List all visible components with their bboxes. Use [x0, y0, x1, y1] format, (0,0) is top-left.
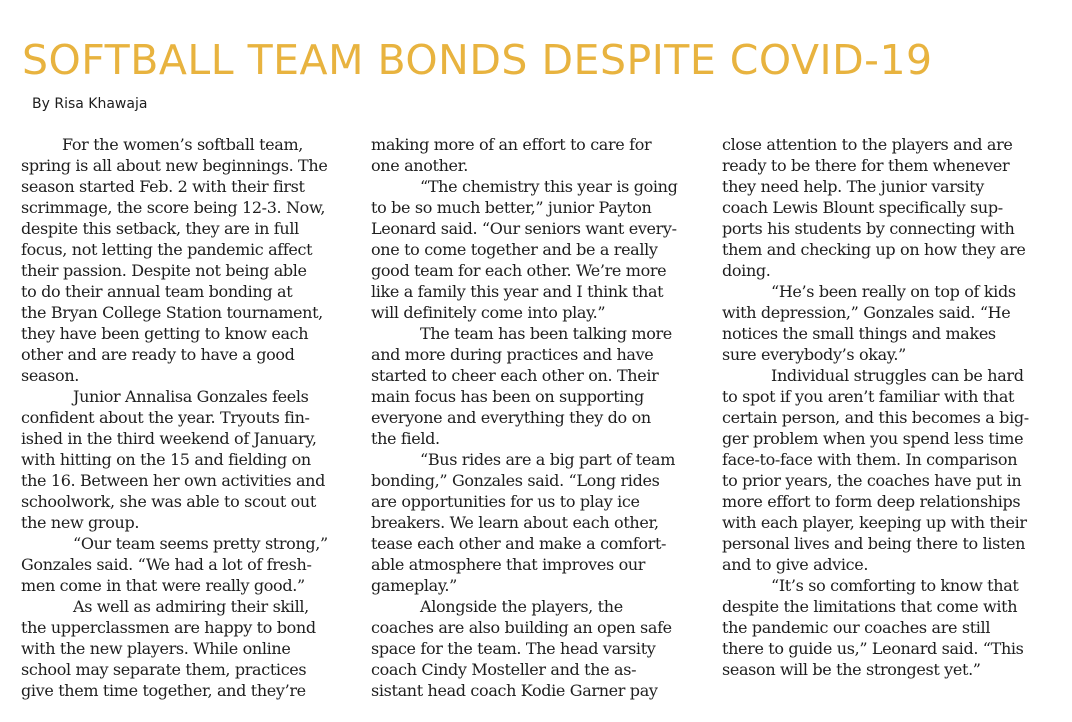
column-3-line: them and checking up on how they are	[722, 240, 1026, 259]
column-1-line: schoolwork, she was able to scout out	[21, 492, 316, 511]
column-1-line: school may separate them, practices	[21, 660, 307, 679]
column-2-line: good team for each other. We’re more	[371, 261, 667, 280]
column-3-line: notices the small things and makes	[722, 324, 996, 343]
column-2-line: “Bus rides are a big part of team	[420, 450, 676, 469]
column-1-line: other and are ready to have a good	[21, 345, 295, 364]
column-2-line: able atmosphere that improves our	[371, 555, 646, 574]
column-2-line: gameplay.”	[371, 576, 458, 595]
column-1-line: As well as admiring their skill,	[73, 597, 309, 616]
headline: SOFTBALL TEAM BONDS DESPITE COVID-19	[22, 36, 933, 84]
column-3-line: “He’s been really on top of kids	[771, 282, 1016, 301]
column-3-line: to prior years, the coaches have put in	[722, 471, 1022, 490]
column-1-line: Gonzales said. “We had a lot of fresh-	[21, 555, 312, 574]
column-3-line: sure everybody’s okay.”	[722, 345, 906, 364]
column-2-line: making more of an effort to care for	[371, 135, 652, 154]
column-2-line: one to come together and be a really	[371, 240, 658, 259]
column-2-line: tease each other and make a comfort-	[371, 534, 667, 553]
column-2-line: The team has been talking more	[420, 324, 672, 343]
column-2-line: one another.	[371, 156, 468, 175]
column-1-line: “Our team seems pretty strong,”	[73, 534, 328, 553]
column-1-line: season started Feb. 2 with their first	[21, 177, 305, 196]
column-3-line: they need help. The junior varsity	[722, 177, 984, 196]
column-2-line: started to cheer each other on. Their	[371, 366, 659, 385]
column-3-line: season will be the strongest yet.”	[722, 660, 981, 679]
column-1-line: the new group.	[21, 513, 140, 532]
column-2-line: “The chemistry this year is going	[420, 177, 678, 196]
column-3-line: with depression,” Gonzales said. “He	[722, 303, 1011, 322]
column-3-line: doing.	[722, 261, 771, 280]
column-2-line: like a family this year and I think that	[371, 282, 664, 301]
column-3-line: close attention to the players and are	[722, 135, 1013, 154]
column-3-line: Individual struggles can be hard	[771, 366, 1024, 385]
column-1-line: the 16. Between her own activities and	[21, 471, 326, 490]
column-2-line: main focus has been on supporting	[371, 387, 644, 406]
column-1-line: to do their annual team bonding at	[21, 282, 293, 301]
article-column-3	[722, 134, 1054, 680]
column-1-line: ished in the third weekend of January,	[21, 429, 317, 448]
column-2-line: to be so much better,” junior Payton	[371, 198, 652, 217]
column-1-line: For the women’s softball team,	[62, 135, 304, 154]
column-1-line: their passion. Despite not being able	[21, 261, 307, 280]
column-3-line: the pandemic our coaches are still	[722, 618, 991, 637]
column-1-line: despite this setback, they are in full	[21, 219, 299, 238]
column-1-line: give them time together, and they’re	[21, 681, 306, 700]
column-3-line: ger problem when you spend less time	[722, 429, 1024, 448]
column-2-line: Leonard said. “Our seniors want every-	[371, 219, 677, 238]
column-3-line: there to guide us,” Leonard said. “This	[722, 639, 1024, 658]
column-2-line: will definitely come into play.”	[371, 303, 606, 322]
column-1-line: scrimmage, the score being 12-3. Now,	[21, 198, 326, 217]
column-3-line: more effort to form deep relationships	[722, 492, 1021, 511]
column-2-line: and more during practices and have	[371, 345, 654, 364]
column-1-line: men come in that were really good.”	[21, 576, 305, 595]
column-3-line: ports his students by connecting with	[722, 219, 1015, 238]
column-3-line: to spot if you aren’t familiar with that	[722, 387, 1015, 406]
column-3-line: despite the limitations that come with	[722, 597, 1018, 616]
column-1-line: with the new players. While online	[21, 639, 291, 658]
column-3-line: personal lives and being there to listen	[722, 534, 1026, 553]
column-1-line: confident about the year. Tryouts fin-	[21, 408, 310, 427]
column-1-line: with hitting on the 15 and fielding on	[21, 450, 311, 469]
column-2-line: breakers. We learn about each other,	[371, 513, 659, 532]
column-3-line: coach Lewis Blount specifically sup-	[722, 198, 1003, 217]
column-2-line: coach Cindy Mosteller and the as-	[371, 660, 637, 679]
column-2-line: the field.	[371, 429, 440, 448]
article-column-1	[21, 134, 353, 701]
column-1-line: they have been getting to know each	[21, 324, 309, 343]
column-1-line: the upperclassmen are happy to bond	[21, 618, 316, 637]
column-2-line: everyone and everything they do on	[371, 408, 651, 427]
column-2-line: space for the team. The head varsity	[371, 639, 656, 658]
byline: By Risa Khawaja	[32, 96, 148, 112]
column-2-line: coaches are also building an open safe	[371, 618, 672, 637]
column-3-line: and to give advice.	[722, 555, 869, 574]
column-2-line: are opportunities for us to play ice	[371, 492, 640, 511]
column-1-line: focus, not letting the pandemic affect	[21, 240, 313, 259]
column-3-line: “It’s so comforting to know that	[771, 576, 1019, 595]
column-3-line: with each player, keeping up with their	[722, 513, 1027, 532]
column-3-line: face-to-face with them. In comparison	[722, 450, 1018, 469]
column-1-line: the Bryan College Station tournament,	[21, 303, 323, 322]
column-1-line: spring is all about new beginnings. The	[21, 156, 328, 175]
column-2-line: sistant head coach Kodie Garner pay	[371, 681, 658, 700]
column-2-line: bonding,” Gonzales said. “Long rides	[371, 471, 660, 490]
column-1-line: season.	[21, 366, 80, 385]
column-3-line: ready to be there for them whenever	[722, 156, 1010, 175]
column-2-line: Alongside the players, the	[420, 597, 623, 616]
column-1-line: Junior Annalisa Gonzales feels	[73, 387, 309, 406]
column-3-line: certain person, and this becomes a big-	[722, 408, 1029, 427]
article-column-2	[371, 134, 703, 701]
